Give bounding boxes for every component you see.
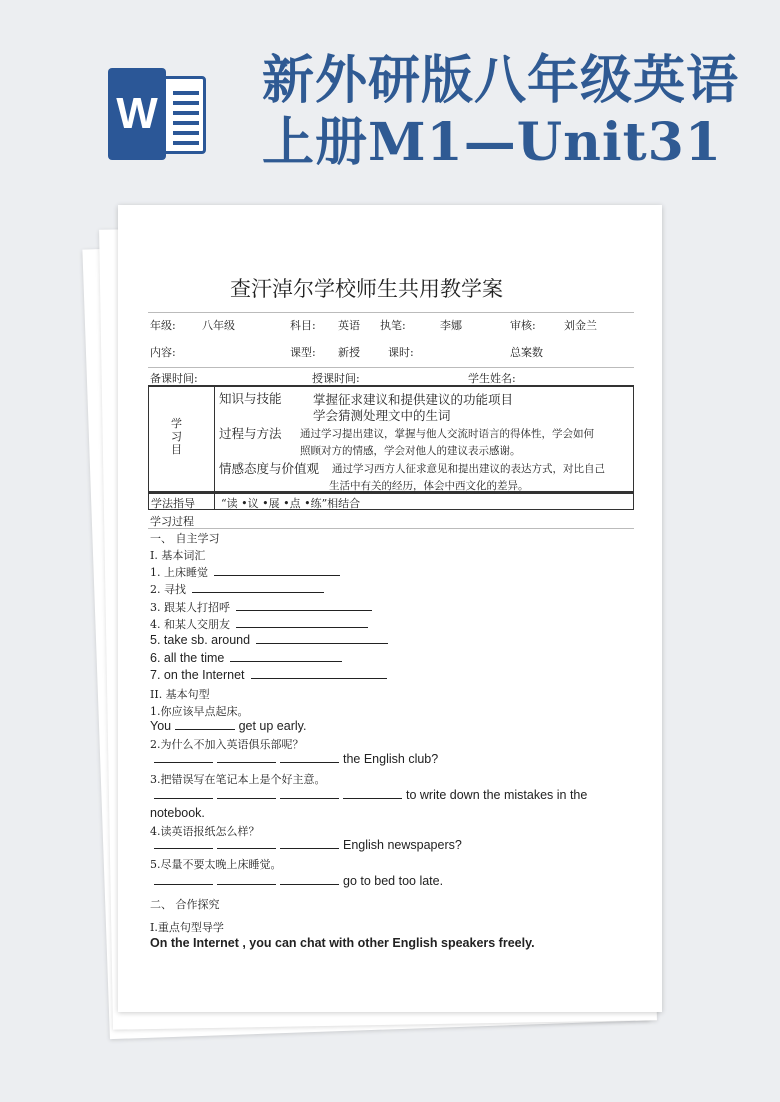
knowledge-label: 知识与技能: [219, 391, 282, 406]
vocab-item: [150, 616, 372, 632]
key-sentence-heading: I.重点句型导学: [150, 921, 224, 934]
vocab-item: [150, 599, 376, 615]
section-2-heading: 二、 合作探究: [150, 898, 220, 911]
answer-blank[interactable]: [251, 668, 387, 679]
grade-label: 年级:: [150, 319, 176, 332]
answer-blank[interactable]: [217, 788, 276, 799]
sentence-1-end: get up early.: [238, 719, 307, 733]
sentence-3-text-cont: notebook.: [150, 806, 205, 820]
sentence-5-cn: 5.尽量不要太晚上床睡觉。: [150, 858, 282, 871]
sentence-3-cn: 3.把错误写在笔记本上是个好主意。: [150, 773, 326, 786]
sentence-1-start: You: [150, 719, 172, 733]
sentence-2-cn: 2.为什么不加入英语俱乐部呢？: [150, 738, 304, 751]
document-page: [118, 205, 662, 1012]
answer-blank[interactable]: [154, 788, 213, 799]
answer-blank[interactable]: [214, 565, 340, 576]
answer-blank[interactable]: [154, 752, 213, 763]
answer-blank[interactable]: [217, 838, 276, 849]
answer-blank[interactable]: [192, 582, 324, 593]
vocab-text: 3. 跟某人打招呼: [150, 600, 230, 614]
answer-blank[interactable]: [236, 600, 372, 611]
vocab-item: [150, 651, 346, 665]
sentence-4-cn: 4.读英语报纸怎么样？: [150, 825, 260, 838]
key-sentence: On the Internet , you can chat with other English speakers freely.: [150, 936, 535, 950]
vocab-text: 1. 上床睡觉: [150, 566, 208, 579]
reviewer-value: 刘金兰: [564, 319, 597, 332]
vocab-text: 2. 寻找: [150, 583, 186, 597]
type-label: 课型:: [290, 346, 316, 359]
emotion-text-2: 生活中有关的经历，体会中西文化的差异。: [329, 480, 529, 492]
sentence-3-en: [154, 788, 587, 802]
method-label: 学法指导: [151, 497, 195, 510]
vocab-item: [150, 581, 328, 597]
answer-blank[interactable]: [280, 838, 339, 849]
period-label: 课时:: [388, 346, 414, 359]
student-name-label: 学生姓名:: [468, 372, 516, 385]
banner-title: 新外研版八年级英语上册M1—Unit31: [262, 50, 740, 173]
emotion-text-1: 通过学习西方人征求意见和提出建议的表达方式，对比自己: [332, 463, 605, 475]
sentence-4-text: English newspapers?: [343, 838, 462, 852]
prep-time-label: 备课时间:: [150, 372, 198, 385]
sentence-1-en: [150, 719, 306, 733]
section-1-heading: 一、 自主学习: [150, 532, 220, 545]
sentence-2-en: [154, 752, 438, 766]
vocab-text: 7. on the Internet: [150, 667, 245, 682]
answer-blank[interactable]: [280, 752, 339, 763]
reviewer-label: 审核:: [510, 319, 536, 332]
sentence-heading: II. 基本句型: [150, 688, 210, 701]
answer-blank[interactable]: [154, 838, 213, 849]
vocab-text: 5. take sb. around: [150, 633, 251, 648]
vocab-item: [150, 668, 391, 682]
process-label: 过程与方法: [219, 426, 282, 441]
total-label: 总案数: [510, 346, 543, 359]
method-row: [148, 492, 634, 510]
answer-blank[interactable]: [343, 788, 402, 799]
knowledge-text-2: 学会猜测处理文中的生词: [313, 408, 451, 423]
sentence-1-cn: 1.你应该早点起床。: [150, 705, 249, 718]
subject-label: 科目:: [290, 319, 316, 332]
word-icon: W: [108, 68, 208, 160]
process-text-1: 通过学习提出建议，掌握与他人交流时语言的得体性，学会如何: [300, 428, 594, 440]
answer-blank[interactable]: [154, 874, 213, 885]
goals-table: [148, 385, 634, 492]
author-label: 执笔:: [380, 319, 406, 332]
answer-blank[interactable]: [280, 874, 339, 885]
teach-time-label: 授课时间:: [312, 372, 360, 385]
answer-blank[interactable]: [280, 788, 339, 799]
author-value: 李娜: [440, 319, 462, 332]
answer-blank[interactable]: [175, 719, 235, 730]
sentence-5-en: [154, 874, 443, 888]
answer-blank[interactable]: [236, 617, 368, 628]
content-label: 内容:: [150, 346, 176, 359]
sentence-5-text: go to bed too late.: [343, 874, 444, 888]
subject-value: 英语: [338, 319, 360, 332]
vocab-text: 6. all the time: [150, 650, 225, 665]
goals-label: 学习目: [171, 417, 182, 456]
vocab-text: 4. 和某人交朋友: [150, 617, 230, 631]
sentence-4-en: [154, 838, 462, 852]
vocab-heading: I. 基本词汇: [150, 549, 206, 562]
process-text-2: 照顾对方的情感，学会对他人的建议表示感谢。: [300, 445, 521, 457]
process-heading: 学习过程: [150, 515, 194, 528]
answer-blank[interactable]: [256, 633, 388, 644]
type-value: 新授: [338, 346, 360, 359]
method-value: “读 •议 •展 •点 •练”相结合: [221, 497, 361, 510]
sentence-2-text: the English club?: [343, 752, 439, 766]
grade-value: 八年级: [202, 319, 235, 332]
vocab-item: [150, 564, 344, 580]
sentence-3-text: to write down the mistakes in the: [406, 788, 588, 802]
knowledge-text-1: 掌握征求建议和提供建议的功能项目: [313, 392, 514, 407]
answer-blank[interactable]: [217, 752, 276, 763]
emotion-label: 情感态度与价值观: [219, 461, 320, 476]
answer-blank[interactable]: [230, 651, 342, 662]
answer-blank[interactable]: [217, 874, 276, 885]
doc-title: 查汗淖尔学校师生共用教学案: [230, 277, 503, 301]
vocab-item: [150, 633, 392, 647]
